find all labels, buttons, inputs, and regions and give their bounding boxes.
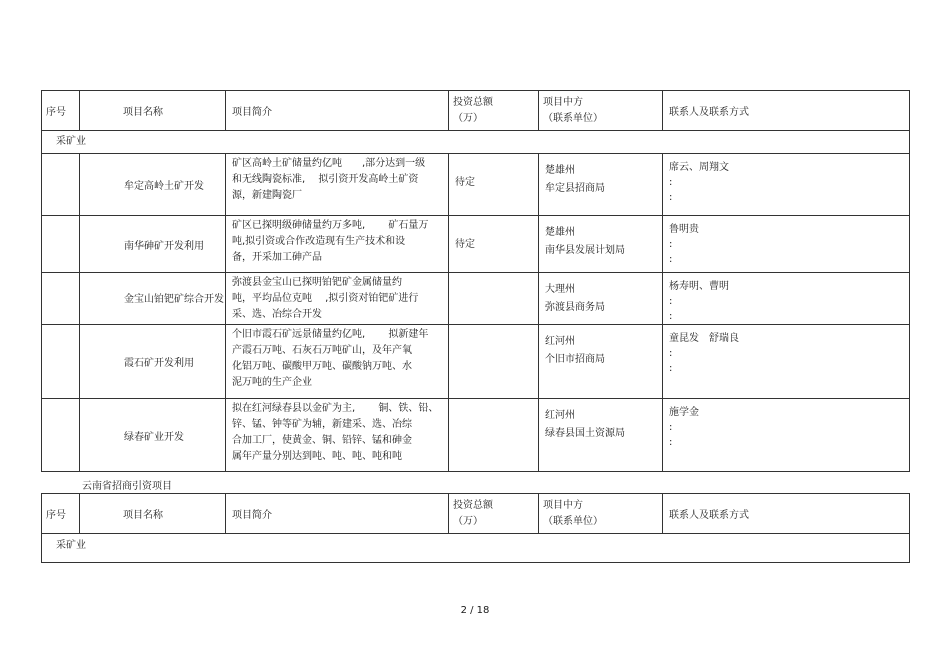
row-investment: 待定	[455, 177, 475, 188]
row-description: 拟在红河绿春县以金矿为主, 铜、铁、铅、 锌、锰、钟等矿为辅，新建采、选、冶综 合加工厂，使黄金、铜、铅锌、锰和砷金 属年产量分别达到吨、吨、吨、吨和吨	[232, 403, 439, 462]
page-number: 2 / 18	[460, 605, 490, 616]
row-contact-unit: 红河州 绿春县国土资源局	[545, 410, 625, 439]
category-row	[42, 131, 910, 154]
row-description: 弥渡县金宝山已探明铂钯矿金属储量约 吨，平均品位克吨 ,拟引资对铂钯矿进行 采、选、冶综合开发	[232, 277, 419, 320]
header-seq: 序号	[46, 107, 66, 118]
row-project-name: 霞石矿开发利用	[124, 358, 194, 369]
header-intro: 项目简介	[232, 510, 272, 521]
row-description: 矿区高岭土矿储量约亿吨 ,部分达到一级 和无线陶瓷标准, 拟引资开发高岭土矿资 源，新建陶瓷厂	[232, 158, 426, 201]
row-project-name: 南华砷矿开发利用	[124, 240, 204, 252]
row-contact-person: 施学金 : :	[669, 407, 699, 448]
table-row	[42, 399, 910, 472]
header-owner: 项目中方 （联系单位）	[543, 97, 603, 124]
table-header-row	[42, 494, 910, 534]
row-description: 矿区已探明级砷储量约万多吨, 矿石量万 吨,拟引资或合作改造现有生产技术和设 备，开采加工砷产品	[232, 220, 429, 263]
row-project-name: 牟定高岭土矿开发	[124, 181, 204, 192]
header-seq: 序号	[46, 510, 66, 521]
row-contact-unit: 楚雄州 牟定县招商局	[545, 165, 605, 194]
project-table-main	[41, 90, 910, 472]
row-contact-person: 童昆发 舒瑞良 : :	[669, 333, 739, 374]
row-contact-unit: 红河州 个旧市招商局	[545, 336, 605, 365]
category-row	[42, 534, 910, 563]
row-description: 个旧市霞石矿远景储量约亿吨, 拟新建年 产霞石万吨、石灰石万吨矿山，及年产氧 化铝万吨、碳酸甲万吨、碳酸钠万吨、水 泥万吨的生产企业	[232, 329, 429, 388]
table-caption: 云南省招商引资项目	[82, 481, 172, 492]
table-row	[42, 325, 910, 399]
row-project-name: 金宝山铂钯矿综合开发	[124, 294, 224, 305]
header-contact: 联系人及联系方式	[669, 510, 749, 521]
row-contact-person: 鲁明贵 : :	[669, 224, 699, 265]
category-label: 采矿业	[56, 136, 86, 147]
row-contact-person: 席云、周翔文 : :	[669, 162, 729, 203]
header-invest: 投资总额 （万）	[453, 500, 493, 527]
header-intro: 项目简介	[232, 107, 272, 118]
table-row	[42, 216, 910, 273]
header-contact: 联系人及联系方式	[669, 107, 749, 118]
project-table-continued	[41, 493, 910, 563]
row-contact-unit: 楚雄州 南华县发展计划局	[545, 227, 625, 256]
table-row	[42, 154, 910, 216]
row-investment: 待定	[455, 239, 475, 250]
row-investment	[449, 273, 538, 292]
row-investment	[449, 399, 538, 418]
category-label: 采矿业	[56, 540, 86, 551]
row-project-name: 绿春矿业开发	[124, 431, 184, 443]
table-header-row	[42, 91, 910, 131]
header-owner: 项目中方 （联系单位）	[543, 500, 603, 527]
row-contact-unit: 大理州 弥渡县商务局	[545, 284, 605, 313]
header-name: 项目名称	[123, 510, 163, 521]
header-name: 项目名称	[123, 107, 163, 118]
table-row	[42, 273, 910, 325]
row-contact-person: 杨寿明、曹明 : :	[669, 281, 729, 322]
header-invest: 投资总额 （万）	[453, 97, 493, 124]
project-rows	[42, 154, 910, 472]
row-investment	[449, 325, 538, 344]
